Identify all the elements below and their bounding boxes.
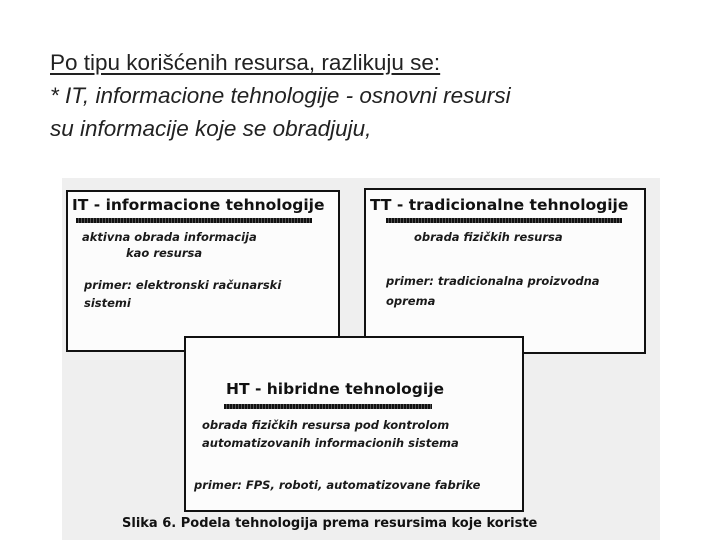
tt-desc-line-1: obrada fizičkih resursa [414, 230, 563, 244]
figure-caption: Slika 6. Podela tehnologija prema resursima koje koriste [122, 516, 538, 531]
ht-desc-line-2: automatizovanih informacionih sistema [202, 436, 459, 450]
it-example-line-1: primer: elektronski računarski [84, 278, 282, 292]
scanned-figure [62, 178, 660, 540]
ht-title: HT - hibridne tehnologije [226, 380, 445, 398]
bullet-line-2: su informacije koje se obradjuju, [50, 116, 372, 141]
ht-title-underline [224, 404, 432, 409]
tt-title: TT - tradicionalne tehnologije [370, 196, 629, 214]
it-example-line-2: sistemi [84, 296, 131, 310]
it-box [66, 190, 340, 352]
slide-body [50, 46, 690, 145]
it-desc-line-2: kao resursa [126, 246, 203, 260]
ht-desc-line-1: obrada fizičkih resursa pod kontrolom [202, 418, 450, 432]
slide-heading: Po tipu korišćenih resursa, razlikuju se: [50, 50, 441, 75]
bullet-line-1: * IT, informacione tehnologije - osnovni resursi [50, 83, 511, 108]
tt-example-line-1: primer: tradicionalna proizvodna [386, 274, 600, 288]
ht-example-line-1: primer: FPS, roboti, automatizovane fabrike [194, 478, 481, 492]
ht-box [184, 336, 524, 512]
tt-title-underline [386, 218, 622, 223]
tt-box [364, 188, 646, 354]
it-title: IT - informacione tehnologije [72, 196, 325, 214]
it-title-underline [76, 218, 312, 223]
it-desc-line-1: aktivna obrada informacija [82, 230, 257, 244]
tt-example-line-2: oprema [386, 294, 436, 308]
